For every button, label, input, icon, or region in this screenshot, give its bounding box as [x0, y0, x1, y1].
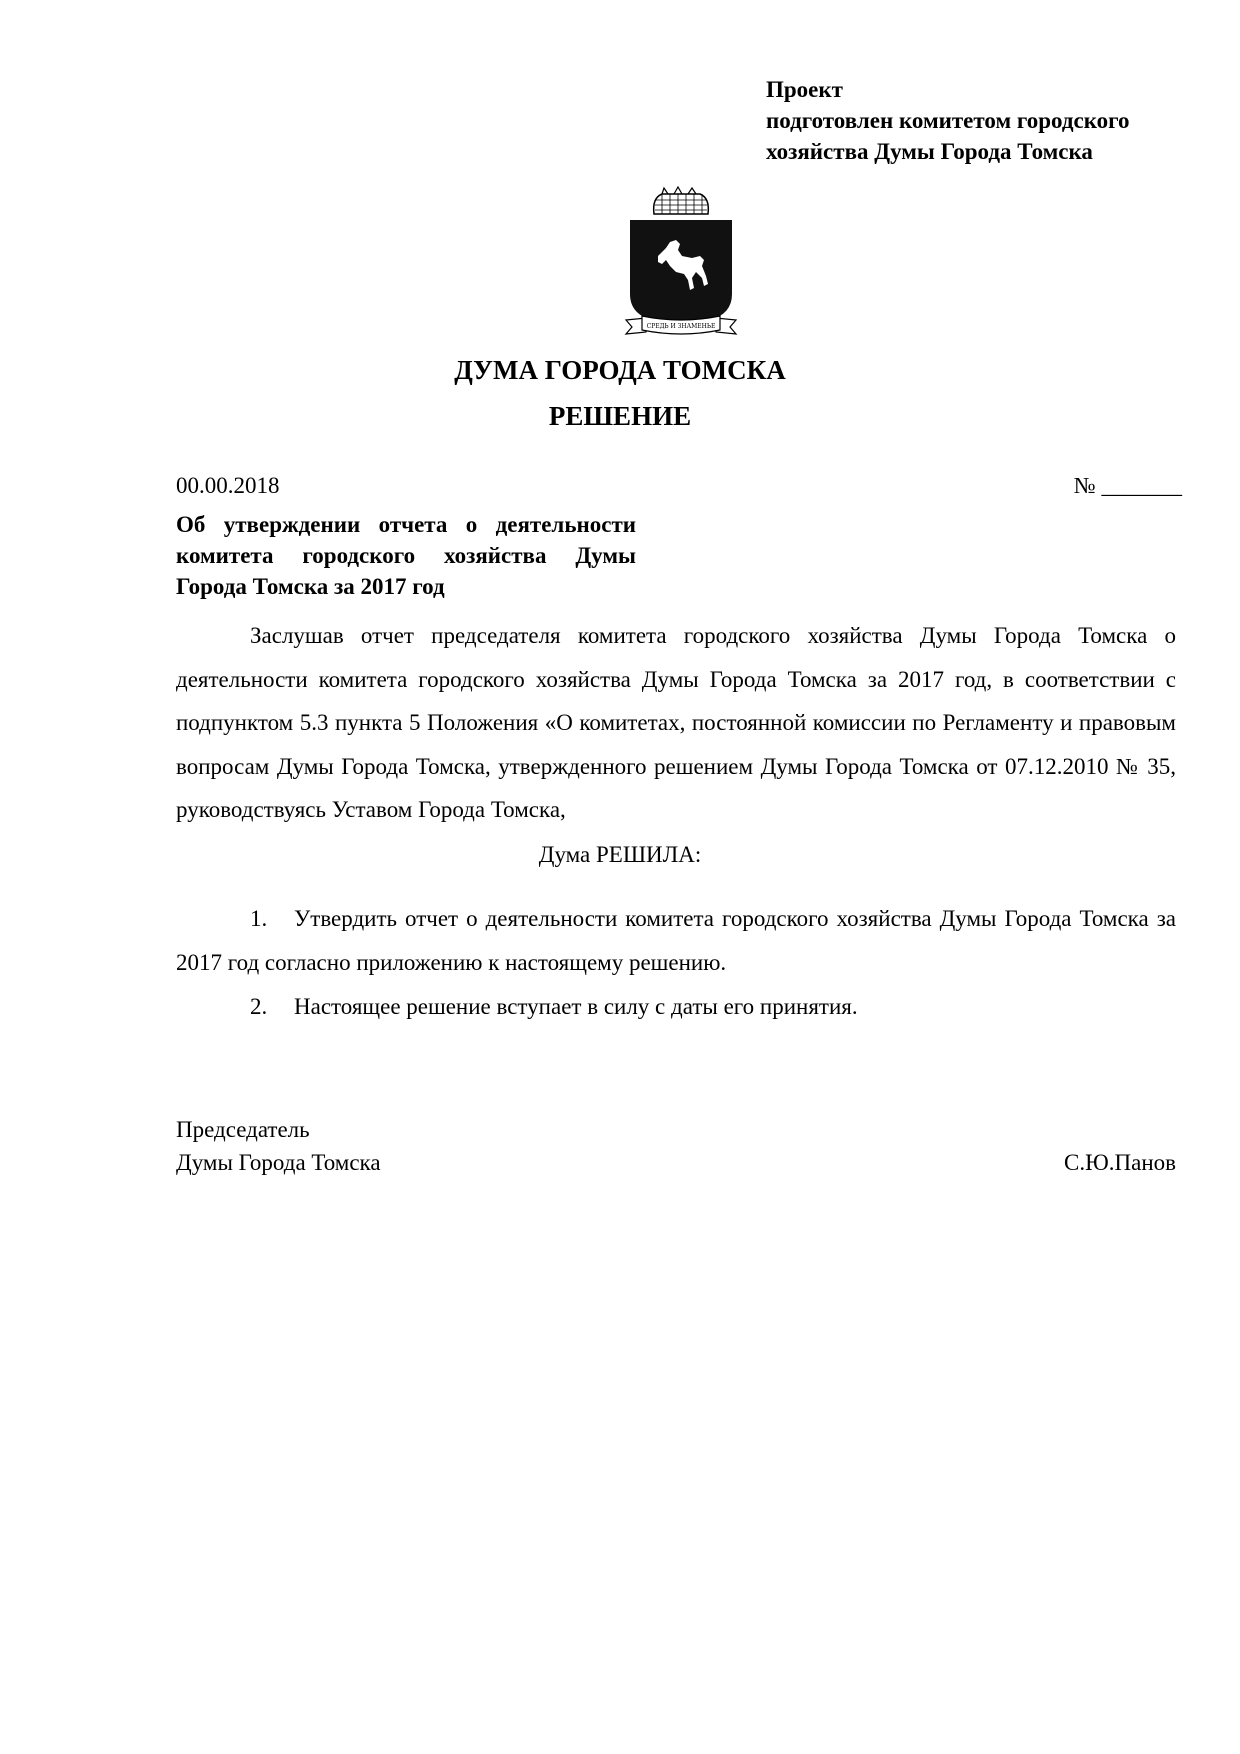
- resolution-item: [176, 897, 1176, 984]
- preamble-paragraph: Заслушав отчет председателя комитета городского хозяйства Думы Города Томска о деятельности комитета городского хозяйства Думы Города Томска за 2017 год, в соответствии с подпунктом 5.3 пункта 5 Положения «О комитетах, постоянной комиссии по Регламенту и правовым вопросам Думы Города Томска, утвержденного решением Думы Города Томска от 07.12.2010 № 35, руководствуясь Уставом Города Томска,: [176, 623, 1176, 822]
- subject-line-2: комитета городского хозяйства Думы: [176, 543, 636, 568]
- document-date: 00.00.2018: [176, 473, 280, 498]
- signatory-position-line-1: Председатель: [176, 1117, 310, 1142]
- draft-note-line-3: хозяйства Думы Города Томска: [766, 139, 1093, 164]
- item-number: 1.: [250, 906, 268, 931]
- resolve-heading: Дума РЕШИЛА:: [538, 842, 702, 867]
- subject-line-1: Об утверждении отчета о деятельности: [176, 512, 636, 537]
- draft-note-line-1: Проект: [766, 77, 843, 102]
- item-number: 2.: [250, 994, 268, 1019]
- resolution-item: [176, 985, 1176, 1029]
- draft-note: [766, 74, 1216, 167]
- duma-name-heading: ДУМА ГОРОДА ТОМСКА: [454, 355, 786, 385]
- signatory-position-line-2: Думы Города Томска: [176, 1150, 381, 1175]
- document-type-heading: РЕШЕНИЕ: [548, 401, 692, 431]
- signatory-position: [176, 1113, 381, 1179]
- item-text: Утвердить отчет о деятельности комитета городского хозяйства Думы Города Томска за 2017 год согласно приложению к настоящему решению.: [176, 906, 1176, 975]
- shield-icon: [630, 220, 732, 330]
- document-number: № _______: [1073, 473, 1182, 498]
- signatory-name: С.Ю.Панов: [1064, 1150, 1176, 1175]
- document-subject: [176, 509, 636, 602]
- draft-note-line-2: подготовлен комитетом городского: [766, 108, 1130, 133]
- item-text: Настоящее решение вступает в силу с даты его принятия.: [294, 994, 858, 1019]
- subject-line-3: Города Томска за 2017 год: [176, 574, 445, 599]
- coat-of-arms-icon: [622, 186, 740, 342]
- svg-text:СРЕДЬ И ЗНАМЕНЬЕ: СРЕДЬ И ЗНАМЕНЬЕ: [646, 323, 716, 330]
- crown-icon: [654, 187, 709, 214]
